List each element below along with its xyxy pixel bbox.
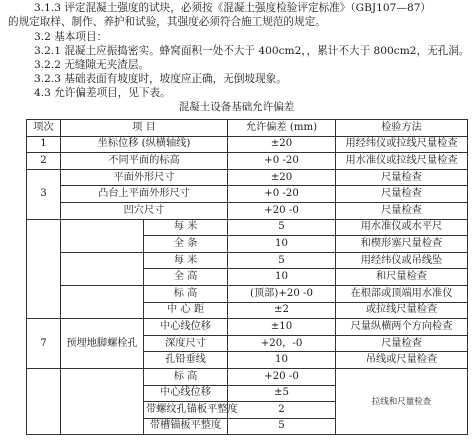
- row-item: 坐标位移 (纵横轴线): [61, 136, 228, 153]
- row-no: [27, 368, 61, 434]
- row-no: [27, 219, 61, 319]
- table-row: [27, 186, 468, 203]
- row-deviation: 2: [228, 402, 336, 419]
- row-subitem: 全 高: [144, 269, 228, 286]
- table-row: [27, 285, 468, 302]
- paragraph-3-2: 3.2 基本项目：: [34, 31, 108, 43]
- header-item: 项 目: [61, 120, 228, 137]
- table-row: [27, 136, 468, 153]
- row-deviation: 5: [228, 252, 336, 269]
- row-method: 用经纬仪或拉线尺量检查: [336, 136, 468, 153]
- row-method: 吊线或尺量检查: [336, 352, 468, 369]
- row-item: 凸台上平面外形尺寸: [61, 186, 228, 203]
- row-subitem: 标 高: [144, 285, 228, 302]
- table-row: [27, 153, 468, 170]
- row-method: 用水准仪或水平尺: [336, 219, 468, 236]
- row-deviation: ±2: [228, 302, 336, 319]
- paragraph-3-1-3-line1: 3.1.3 评定混凝土强度的试块，必须按《混凝土强度检验评定标准》（GBJ107—87）: [34, 2, 432, 14]
- row-item: 不同平面的标高: [61, 153, 228, 170]
- row-item: 凹穴尺寸: [61, 202, 228, 219]
- row-no: 2: [27, 153, 61, 170]
- row-deviation: +20 -0: [228, 368, 336, 385]
- row-no: 1: [27, 136, 61, 153]
- row-deviation: ±10: [228, 319, 336, 336]
- table-row: [27, 219, 468, 236]
- row-deviation: 5: [228, 418, 336, 435]
- row-deviation: +0 -20: [228, 153, 336, 170]
- row-deviation: 5: [228, 219, 336, 236]
- row-deviation: ±5: [228, 385, 336, 402]
- row-method: 和尺量检查: [336, 269, 468, 286]
- row-subitem: 深度尺寸: [144, 335, 228, 352]
- paragraph-3-1-3-line2: 的规定取样、制作、养护和试验，其强度必须符合施工规范的规定。: [8, 16, 326, 28]
- paragraph-4-3: 4.3 允许偏差项目，见下表。: [34, 87, 171, 99]
- row-method: 尺量检查: [336, 186, 468, 203]
- row-method: 尺量检查: [336, 202, 468, 219]
- header-no: 项次: [27, 120, 61, 137]
- row-subitem: 中心线位移: [144, 319, 228, 336]
- table-row: [27, 169, 468, 186]
- row-deviation: +20，-0: [228, 335, 336, 352]
- row-no: 3: [27, 169, 61, 219]
- paragraph-3-2-1: 3.2.1 混凝土应振捣密实。蜂窝面积一处不大于 400cm2，，累计不大于 800cm2，无孔洞。: [34, 45, 470, 57]
- row-item: 平面外形尺寸: [61, 169, 228, 186]
- row-subitem: 孔铅垂线: [144, 352, 228, 369]
- row-subitem: 每 米: [144, 252, 228, 269]
- row-method: 或拉线尺量检查: [336, 302, 468, 319]
- merged-method-cell: 拉线和尺量检查: [336, 368, 468, 434]
- row-deviation: +20 -0: [228, 202, 336, 219]
- row-subitem: 标 高: [144, 368, 228, 385]
- row-deviation: 10: [228, 352, 336, 369]
- row-method: 用经纬仪或吊线坠: [336, 252, 468, 269]
- row-method: 用水准仪或拉线尺量检查: [336, 153, 468, 170]
- table-title: 混凝土设备基础允许偏差: [178, 101, 295, 113]
- row-item: [61, 219, 144, 252]
- row-deviation: ±20: [228, 136, 336, 153]
- row-method: 尺量纵横两个方向检查: [336, 319, 468, 336]
- row-subitem: 带螺纹孔锚板平整度: [144, 402, 228, 419]
- paragraph-3-2-3: 3.2.3 基础表面有坡度时，坡度应正确，无倒坡现象。: [34, 73, 287, 85]
- row-subitem: 中 心 距: [144, 302, 228, 319]
- row-item: [61, 368, 144, 434]
- row-deviation: ±20: [228, 169, 336, 186]
- row-subitem: 每 米: [144, 219, 228, 236]
- row-deviation: +0 -20: [228, 186, 336, 203]
- paragraph-3-2-2: 3.2.2 无缝隙无夹渣层。: [34, 59, 150, 71]
- row-deviation: 10: [228, 269, 336, 286]
- header-method: 检验方法: [336, 120, 468, 137]
- row-subitem: 中心线位移: [144, 385, 228, 402]
- table-header-row: [27, 120, 468, 137]
- row-deviation: 10: [228, 236, 336, 253]
- row-method: 尺量检查: [336, 169, 468, 186]
- row-item: [61, 252, 144, 285]
- header-deviation: 允许偏差 (mm): [228, 120, 336, 137]
- row-subitem: 全 条: [144, 236, 228, 253]
- row-subitem: 带槽锚板平整度: [144, 418, 228, 435]
- table-row: [27, 252, 468, 269]
- row-method: 尺量检查: [336, 335, 468, 352]
- row-method: 在根部或顶端用水准仪: [336, 285, 468, 302]
- table-row: [27, 368, 468, 385]
- row-deviation: (顶部)+20 -0: [228, 285, 336, 302]
- row-item: 预埋地脚螺栓孔: [61, 319, 144, 369]
- tolerance-table: [26, 119, 468, 435]
- table-row: [27, 202, 468, 219]
- row-method: 和楔形塞尺量检查: [336, 236, 468, 253]
- table-row: [27, 319, 468, 336]
- row-no: 7: [27, 319, 61, 369]
- row-item: [61, 285, 144, 318]
